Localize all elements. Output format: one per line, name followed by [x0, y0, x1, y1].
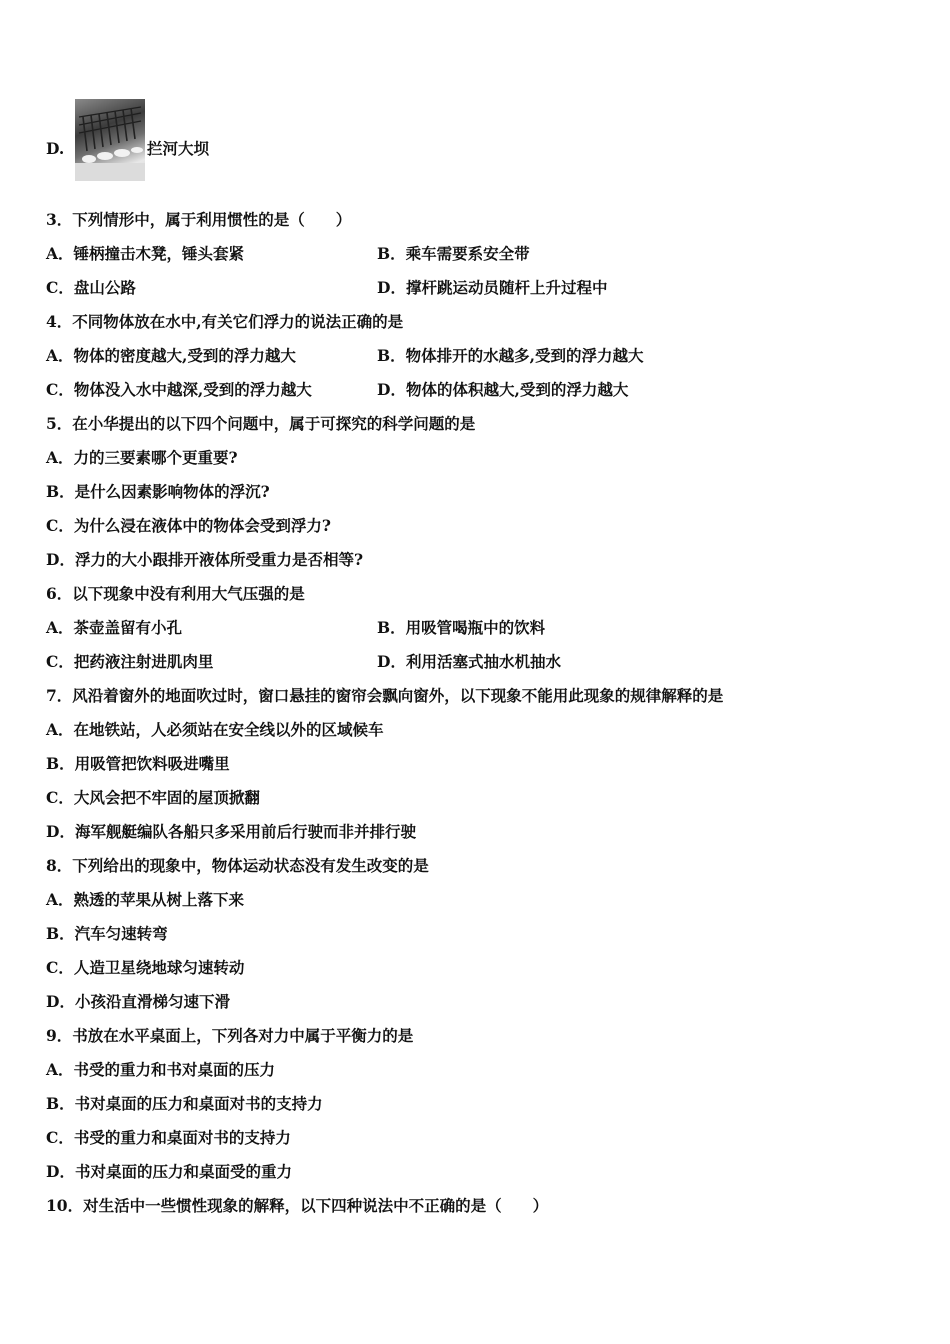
q9-option-b: B．书对桌面的压力和桌面对书的支持力	[46, 1094, 323, 1113]
q5-stem: 5．在小华提出的以下四个问题中，属于可探究的科学问题的是	[46, 414, 476, 433]
q5-option-b: B．是什么因素影响物体的浮沉?	[46, 482, 270, 501]
q8-option-d: D．小孩沿直滑梯匀速下滑	[46, 992, 230, 1011]
q3-option-a: A．锤柄撞击木凳，锤头套紧	[46, 244, 245, 263]
q6-stem: 6．以下现象中没有利用大气压强的是	[46, 584, 305, 603]
q4-option-a: A．物体的密度越大,受到的浮力越大	[46, 346, 296, 365]
q2-option-d-caption: 拦河大坝	[147, 139, 210, 158]
q8-stem: 8．下列给出的现象中，物体运动状态没有发生改变的是	[46, 856, 429, 875]
q4-option-d: D．物体的体积越大,受到的浮力越大	[377, 380, 629, 399]
q6-option-d: D．利用活塞式抽水机抽水	[377, 652, 561, 671]
q3-option-c: C．盘山公路	[46, 278, 136, 297]
q6-option-c: C．把药液注射进肌肉里	[46, 652, 214, 671]
dam-image	[75, 99, 145, 181]
q6-option-a: A．茶壶盖留有小孔	[46, 618, 183, 637]
q8-option-c: C．人造卫星绕地球匀速转动	[46, 958, 245, 977]
q9-option-a: A．书受的重力和书对桌面的压力	[46, 1060, 276, 1079]
q9-option-d: D．书对桌面的压力和桌面受的重力	[46, 1162, 292, 1181]
q9-stem: 9．书放在水平桌面上，下列各对力中属于平衡力的是	[46, 1026, 414, 1045]
q7-option-c: C．大风会把不牢固的屋顶掀翻	[46, 788, 260, 807]
q4-option-b: B．物体排开的水越多,受到的浮力越大	[377, 346, 644, 365]
q2-option-d-letter: D.	[46, 139, 65, 158]
q5-option-c: C．为什么浸在液体中的物体会受到浮力?	[46, 516, 331, 535]
q7-option-d: D．海军舰艇编队各船只多采用前后行驶而非并排行驶	[46, 822, 416, 841]
q9-option-c: C．书受的重力和桌面对书的支持力	[46, 1128, 291, 1147]
q6-option-b: B．用吸管喝瓶中的饮料	[377, 618, 546, 637]
q4-option-c: C．物体没入水中越深,受到的浮力越大	[46, 380, 312, 399]
q7-stem: 7．风沿着窗外的地面吹过时，窗口悬挂的窗帘会飘向窗外，以下现象不能用此现象的规律解释的是	[46, 686, 724, 705]
q3-option-b: B．乘车需要系安全带	[377, 244, 530, 263]
q5-option-d: D．浮力的大小跟排开液体所受重力是否相等?	[46, 550, 364, 569]
q3-option-d: D．撑杆跳运动员随杆上升过程中	[377, 278, 608, 297]
q5-option-a: A．力的三要素哪个更重要?	[46, 448, 238, 467]
q8-option-b: B．汽车匀速转弯	[46, 924, 168, 943]
q7-option-a: A．在地铁站，人必须站在安全线以外的区域候车	[46, 720, 384, 739]
q7-option-b: B．用吸管把饮料吸进嘴里	[46, 754, 230, 773]
q3-stem: 3．下列情形中，属于利用惯性的是（ ）	[46, 210, 352, 229]
q10-stem: 10．对生活中一些惯性现象的解释，以下四种说法中不正确的是（ ）	[46, 1196, 549, 1215]
q8-option-a: A．熟透的苹果从树上落下来	[46, 890, 245, 909]
q4-stem: 4．不同物体放在水中,有关它们浮力的说法正确的是	[46, 312, 404, 331]
